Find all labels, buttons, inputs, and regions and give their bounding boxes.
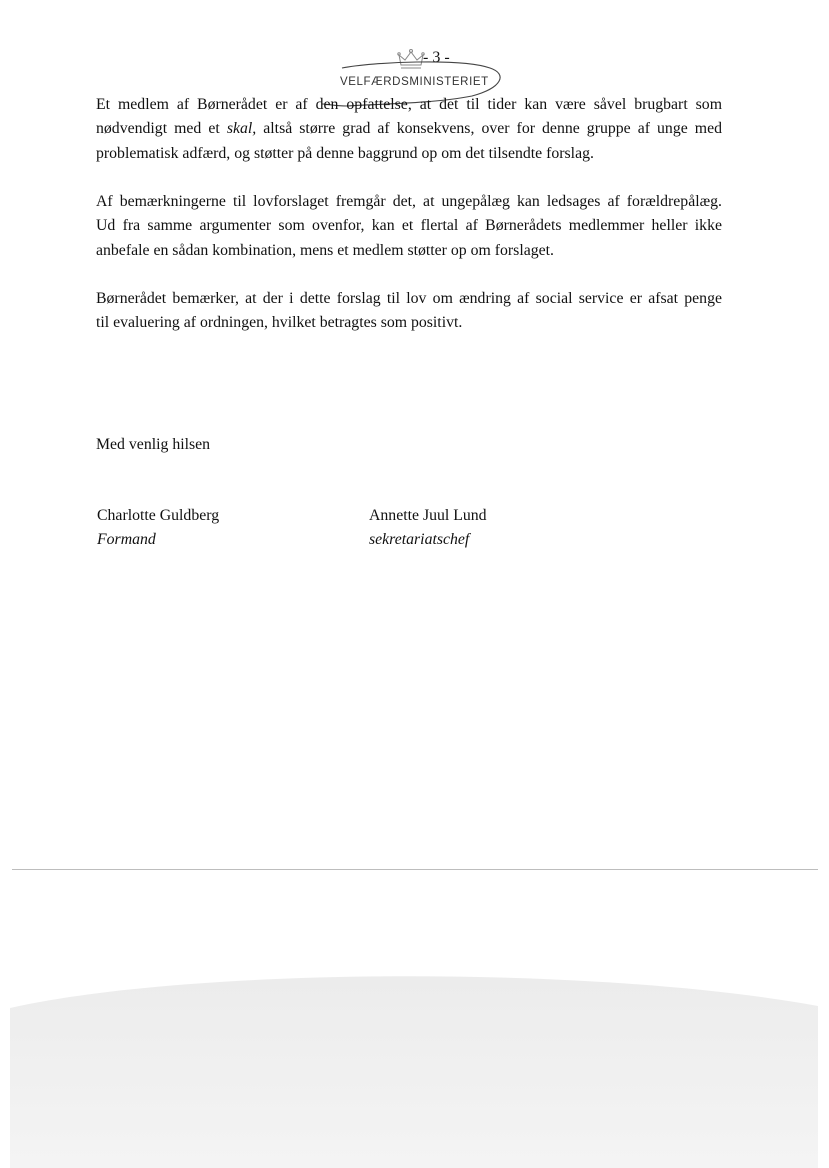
page-fold-line xyxy=(12,869,818,870)
signatory-name: Annette Juul Lund xyxy=(369,507,487,524)
crown-icon xyxy=(396,48,426,72)
paragraph-line: til evaluering af ordningen, hvilket betragtes som positivt. xyxy=(96,314,463,332)
text-run: altså større grad af konsekvens, over for denne gruppe af unge med xyxy=(256,120,722,138)
stamp-text: VELFÆRDSMINISTERIET xyxy=(340,76,489,88)
paragraph-line: problematisk adfærd, og støtter på denne baggrund op om det tilsendte forslag. xyxy=(96,144,594,162)
signatory-title: sekretariatschef xyxy=(369,531,470,548)
closing-greeting: Med venlig hilsen xyxy=(96,436,211,453)
scan-shadow xyxy=(0,960,829,1168)
paragraph-line xyxy=(96,117,722,141)
paragraph-line: Ud fra samme argumenter som ovenfor, kan et flertal af Børnerådets medlemmer heller ikke xyxy=(96,217,722,235)
paragraph-line: Børnerådet bemærker, at der i dette forslag til lov om ændring af social service er afsat penge xyxy=(96,290,722,307)
text-run: nødvendigt med et xyxy=(96,120,227,138)
signatory-2 xyxy=(369,504,487,552)
paragraph-line: Et medlem af Børnerådet er af den opfattelse, at det til tider kan være såvel brugbart som xyxy=(96,96,722,113)
signatory-title: Formand xyxy=(97,531,156,548)
signatory-name: Charlotte Guldberg xyxy=(97,507,220,524)
signatory-1 xyxy=(97,504,219,552)
emphasized-word: skal, xyxy=(226,120,257,138)
paragraph-2 xyxy=(96,190,722,263)
paragraph-line: Af bemærkningerne til lovforslaget fremgår det, at ungepålæg kan ledsages af forældrepålæg. xyxy=(96,193,722,210)
paragraph-3 xyxy=(96,287,722,336)
paragraph-1 xyxy=(96,93,722,166)
page-number: - 3 - xyxy=(423,49,450,66)
paragraph-line: anbefale en sådan kombination, mens et medlem støtter op om forslaget. xyxy=(96,241,554,259)
